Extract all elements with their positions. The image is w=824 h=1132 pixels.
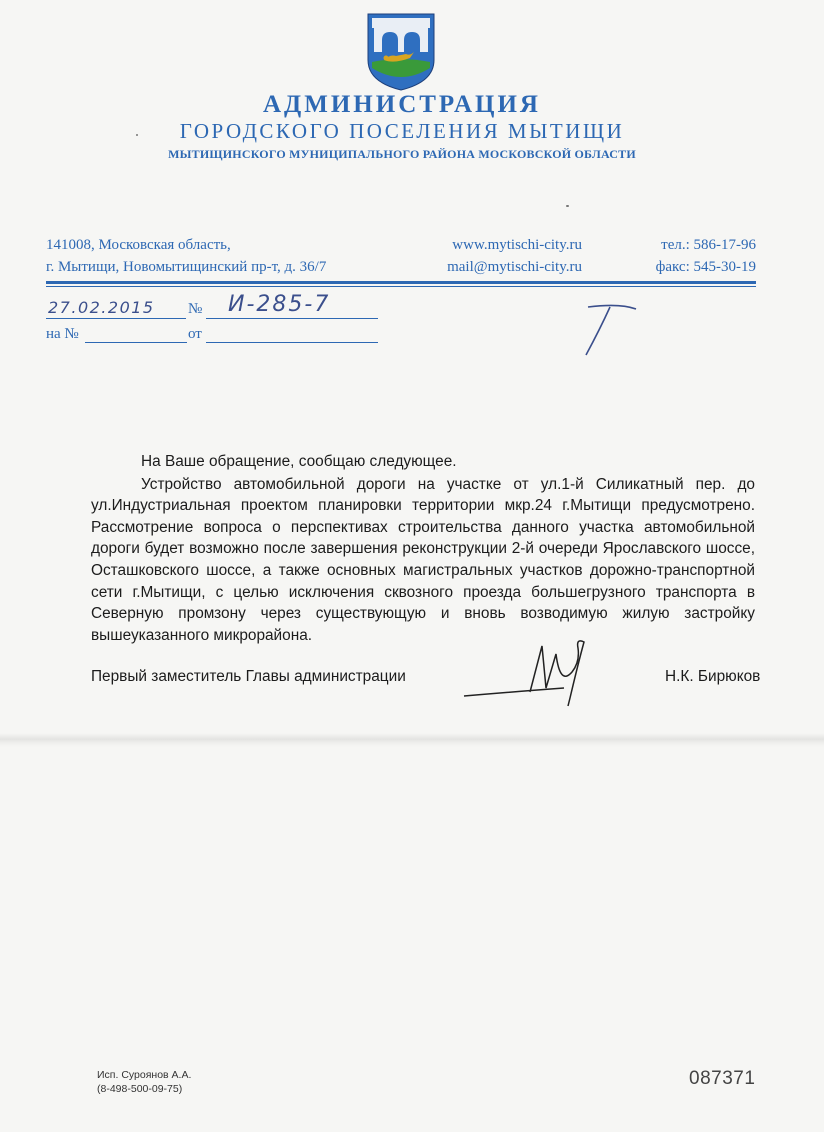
number-underline [206,318,378,319]
address-line-2: г. Мытищи, Новомытищинский пр-т, д. 36/7 [46,259,327,275]
executor-block [97,1068,191,1096]
website-link[interactable]: www.mytischi-city.ru [452,237,582,253]
header-rule-thin [46,286,756,287]
fax-number: факс: 545-30-19 [655,259,756,275]
handwritten-date: 27.02.2015 [48,298,155,317]
date-underline [46,318,186,319]
handwritten-signature [460,634,600,710]
org-title: АДМИНИСТРАЦИЯ [263,91,541,118]
ref-underline [85,342,187,343]
address-block [46,234,326,278]
main-paragraph: Устройство автомобильной дороги на участке от ул.1-й Силикатный пер. до ул.Индустриальная проектом планировки территории мкр.24 г.Мытищи предусмотрено. Рассмотрение вопроса о перспективах строительства данного участка автомобильной дороги будет возможно после завершения реконструкции 2-й очереди Ярославского шоссе, Осташковского шоссе, а также основных магистральных участков дорожно-транспортной сети г.Мытищи, с целью исключения сквозного проезда большегрузного транспорта в Северную промзону через существующую и вновь возводимую жилую застройку вышеуказанного микрорайона. [91,475,755,644]
phone-block [620,234,756,278]
document-number: 087371 [689,1068,756,1089]
from-underline [206,342,378,343]
signer-title: Первый заместитель Главы администрации [91,668,406,685]
signer-name: Н.К. Бирюков [665,668,761,685]
web-block [400,234,582,278]
address-line-1: 141008, Московская область, [46,237,231,253]
from-label: от [188,326,202,342]
paper-speck [136,134,138,136]
org-subtitle: ГОРОДСКОГО ПОСЕЛЕНИЯ МЫТИЩИ [179,119,625,143]
email-link[interactable]: mail@mytischi-city.ru [447,259,582,275]
paper-fold [0,733,824,747]
number-label: № [188,301,203,317]
executor-name: Исп. Суроянов А.А. [97,1069,192,1081]
header-rule-thick [46,281,756,284]
greeting-line: На Ваше обращение, сообщаю следующее. [141,453,457,470]
executor-phone: (8-498-500-09-75) [97,1083,183,1095]
ref-label: на № [46,326,79,342]
phone-number: тел.: 586-17-96 [661,237,756,253]
paper-speck [566,205,569,207]
letter-body [91,451,755,646]
org-district: МЫТИЩИНСКОГО МУНИЦИПАЛЬНОГО РАЙОНА МОСКОВСКОЙ ОБЛАСТИ [168,147,636,161]
handwritten-number: И-285-7 [228,292,331,317]
coat-of-arms-logo [366,12,436,92]
number-flourish [580,299,640,357]
